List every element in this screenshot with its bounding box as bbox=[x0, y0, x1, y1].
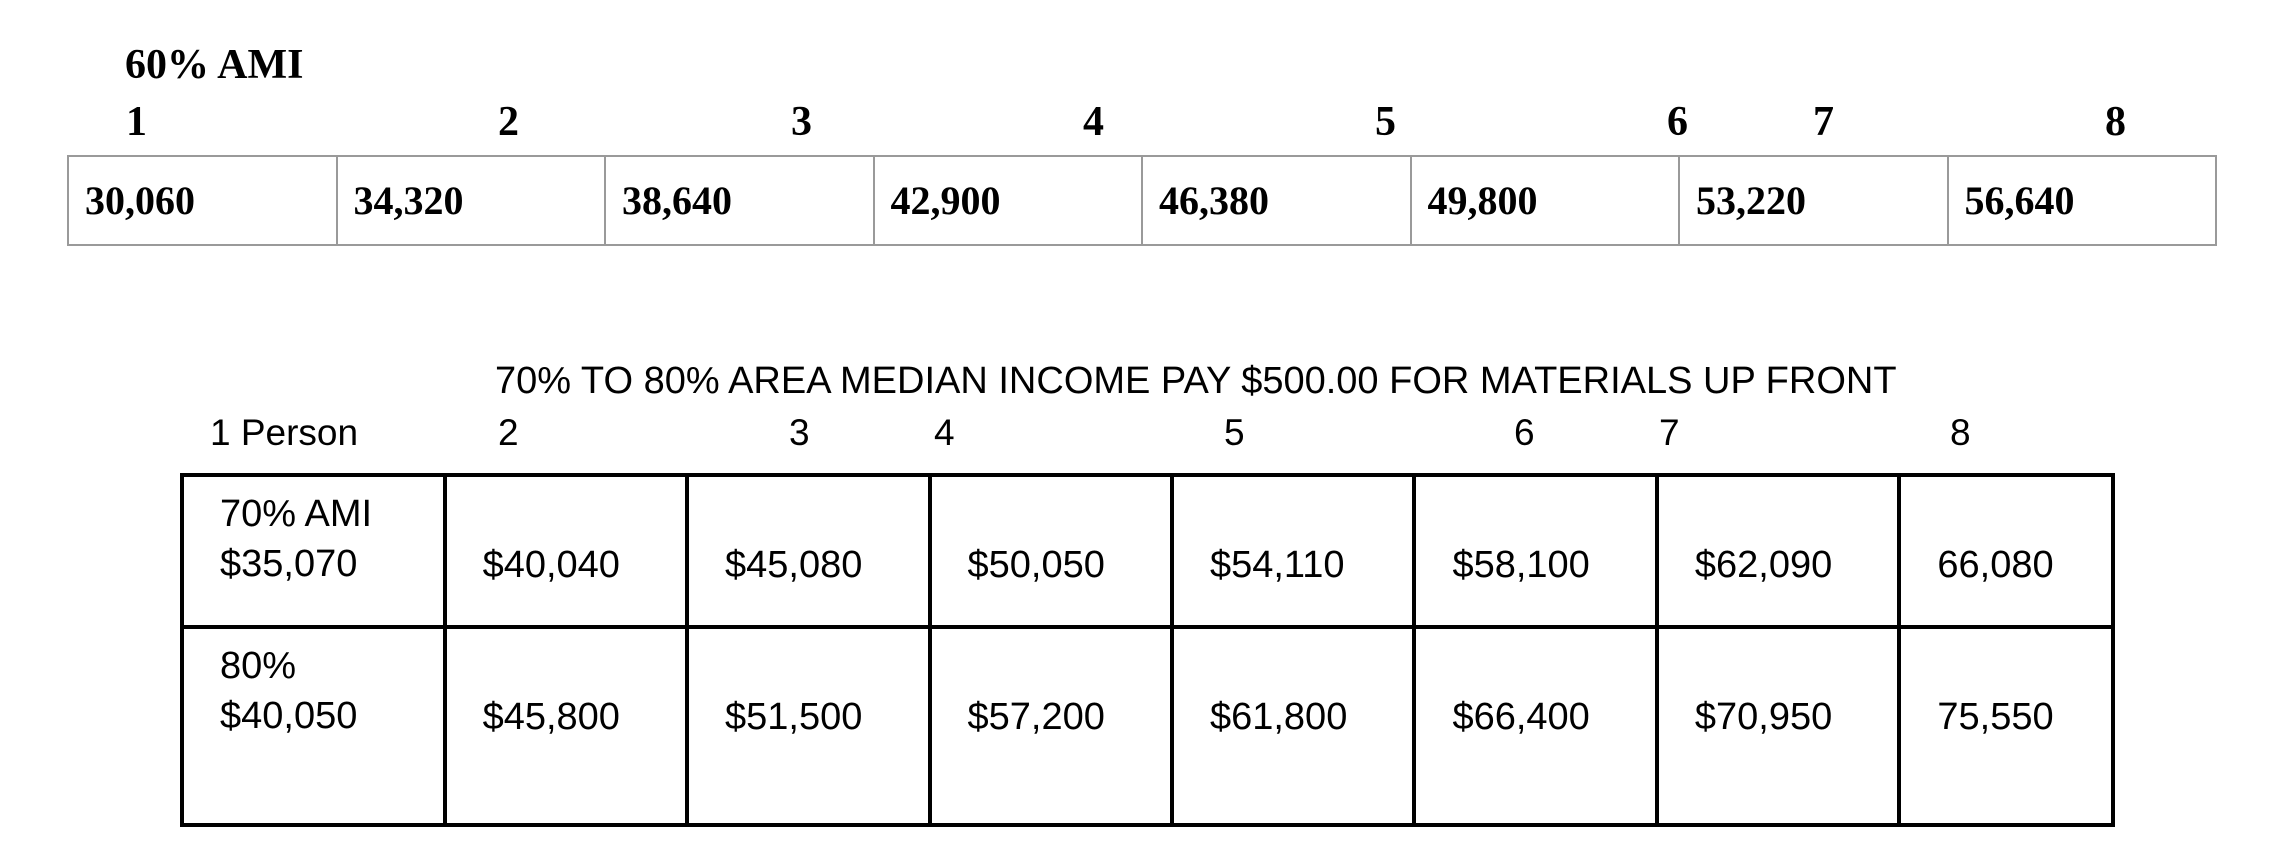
table-cell bbox=[930, 475, 1172, 627]
header-household-1: 1 bbox=[126, 99, 147, 145]
table-cell bbox=[687, 475, 929, 627]
cell-value: $54,110 bbox=[1209, 544, 1345, 586]
table-cell bbox=[1899, 475, 2113, 627]
header-household-8: 8 bbox=[1950, 412, 1971, 453]
header-household-3: 3 bbox=[789, 412, 810, 453]
cell-value: $45,800 bbox=[482, 696, 620, 738]
income-table-60 bbox=[67, 155, 2217, 246]
header-household-5: 5 bbox=[1224, 412, 1245, 453]
header-household-2: 2 bbox=[498, 412, 519, 453]
table-cell: 30,060 bbox=[68, 156, 337, 245]
table-cell bbox=[687, 627, 929, 825]
cell-value: $45,080 bbox=[725, 544, 863, 586]
cell-value: $57,200 bbox=[967, 696, 1105, 738]
cell-value: 66,080 bbox=[1937, 544, 2054, 586]
cell-value: 75,550 bbox=[1937, 696, 2054, 738]
table-cell bbox=[1899, 627, 2113, 825]
header-household-7: 7 bbox=[1659, 412, 1680, 453]
table-cell bbox=[445, 475, 687, 627]
table-cell bbox=[1172, 475, 1414, 627]
table-cell bbox=[1657, 627, 1899, 825]
header-household-6: 6 bbox=[1514, 412, 1535, 453]
table-row bbox=[68, 156, 2216, 245]
table-cell: 42,900 bbox=[874, 156, 1143, 245]
cell-value: $58,100 bbox=[1452, 544, 1590, 586]
cell-value: $62,090 bbox=[1694, 544, 1833, 586]
cell-value: $40,050 bbox=[220, 695, 358, 737]
header-household-4: 4 bbox=[1083, 99, 1104, 145]
table-cell bbox=[930, 627, 1172, 825]
cell-value: $51,500 bbox=[725, 696, 863, 738]
table-cell: 53,220 bbox=[1679, 156, 1948, 245]
table-cell bbox=[1414, 627, 1656, 825]
table-cell bbox=[1657, 475, 1899, 627]
header-household-8: 8 bbox=[2105, 99, 2126, 145]
table-cell bbox=[445, 627, 687, 825]
cell-value: $40,040 bbox=[482, 544, 620, 586]
header-household-2: 2 bbox=[498, 99, 519, 145]
cell-value: $50,050 bbox=[967, 544, 1105, 586]
row-label: 80% bbox=[220, 645, 297, 687]
header-household-7: 7 bbox=[1813, 99, 1834, 145]
header-household-5: 5 bbox=[1375, 99, 1396, 145]
row-label: 70% AMI bbox=[220, 493, 373, 535]
header-household-6: 6 bbox=[1667, 99, 1688, 145]
table-cell: 38,640 bbox=[605, 156, 874, 245]
table-cell bbox=[1172, 627, 1414, 825]
table-cell bbox=[1414, 475, 1656, 627]
table-cell: 49,800 bbox=[1411, 156, 1680, 245]
table-row-70-ami bbox=[182, 475, 2113, 627]
table-7080-title: 70% TO 80% AREA MEDIAN INCOME PAY $500.00 FOR MATERIALS UP FRONT bbox=[495, 360, 1897, 402]
table-cell: 34,320 bbox=[337, 156, 606, 245]
cell-value: $35,070 bbox=[220, 543, 358, 585]
header-household-1: 1 Person bbox=[210, 412, 359, 453]
table-cell: 46,380 bbox=[1142, 156, 1411, 245]
table-cell bbox=[182, 627, 445, 825]
cell-value: $70,950 bbox=[1694, 696, 1833, 738]
header-household-3: 3 bbox=[791, 99, 812, 145]
header-household-4: 4 bbox=[934, 412, 955, 453]
cell-value: $66,400 bbox=[1452, 696, 1590, 738]
table-60-title: 60% AMI bbox=[125, 42, 304, 88]
table-cell bbox=[182, 475, 445, 627]
table-cell: 56,640 bbox=[1948, 156, 2217, 245]
cell-value: $61,800 bbox=[1209, 696, 1348, 738]
table-row-80-ami bbox=[182, 627, 2113, 825]
income-table-70-80 bbox=[180, 473, 2115, 827]
